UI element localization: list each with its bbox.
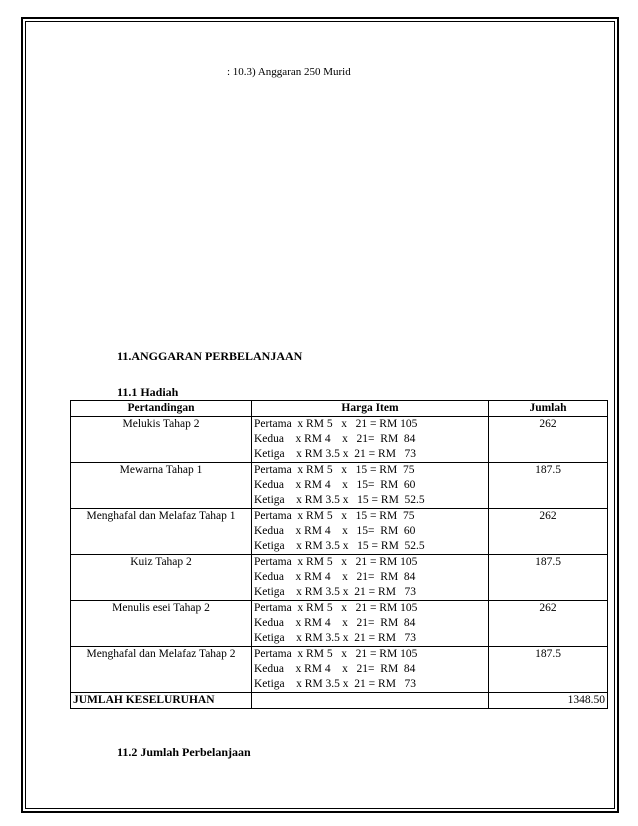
price-breakdown — [252, 555, 489, 601]
section-title: 11.ANGGARAN PERBELANJAAN — [117, 349, 303, 363]
table-header-row — [71, 401, 608, 417]
header-item-price: Harga Item — [252, 401, 489, 417]
price-line: Pertama x RM 5 x 15 = RM 75 — [254, 464, 415, 476]
row-total: 187.5 — [489, 555, 608, 601]
table-row — [71, 647, 608, 693]
budget-table — [70, 400, 608, 709]
grand-total-empty-cell — [252, 693, 489, 709]
price-line: Pertama x RM 5 x 21 = RM 105 — [254, 648, 418, 660]
competition-name: Menghafal dan Melafaz Tahap 2 — [71, 647, 252, 693]
subsection-title-total-expenditure: 11.2 Jumlah Perbelanjaan — [117, 745, 251, 759]
price-line: Ketiga x RM 3.5 x 21 = RM 73 — [254, 448, 417, 460]
row-total: 262 — [489, 417, 608, 463]
price-line: Ketiga x RM 3.5 x 15 = RM 52.5 — [254, 540, 425, 552]
price-breakdown — [252, 601, 489, 647]
student-estimate-note: : 10.3) Anggaran 250 Murid — [227, 66, 351, 78]
price-line: Ketiga x RM 3.5 x 21 = RM 73 — [254, 678, 417, 690]
grand-total-value: 1348.50 — [489, 693, 608, 709]
row-total: 262 — [489, 601, 608, 647]
price-line: Ketiga x RM 3.5 x 15 = RM 52.5 — [254, 494, 425, 506]
price-line: Kedua x RM 4 x 21= RM 84 — [254, 433, 416, 445]
competition-name: Kuiz Tahap 2 — [71, 555, 252, 601]
price-breakdown — [252, 509, 489, 555]
price-line: Kedua x RM 4 x 21= RM 84 — [254, 571, 416, 583]
table-row — [71, 417, 608, 463]
competition-name: Mewarna Tahap 1 — [71, 463, 252, 509]
competition-name: Melukis Tahap 2 — [71, 417, 252, 463]
competition-name: Menulis esei Tahap 2 — [71, 601, 252, 647]
price-line: Kedua x RM 4 x 21= RM 84 — [254, 663, 416, 675]
grand-total-label: JUMLAH KESELURUHAN — [71, 693, 252, 709]
price-line: Pertama x RM 5 x 15 = RM 75 — [254, 510, 415, 522]
price-line: Kedua x RM 4 x 21= RM 84 — [254, 617, 416, 629]
table-row — [71, 463, 608, 509]
row-total: 262 — [489, 509, 608, 555]
price-breakdown — [252, 463, 489, 509]
header-total: Jumlah — [489, 401, 608, 417]
table-row — [71, 555, 608, 601]
price-line: Kedua x RM 4 x 15= RM 60 — [254, 525, 416, 537]
price-line: Ketiga x RM 3.5 x 21 = RM 73 — [254, 632, 417, 644]
table-row — [71, 509, 608, 555]
price-line: Kedua x RM 4 x 15= RM 60 — [254, 479, 416, 491]
price-line: Pertama x RM 5 x 21 = RM 105 — [254, 418, 418, 430]
price-breakdown — [252, 417, 489, 463]
price-line: Pertama x RM 5 x 21 = RM 105 — [254, 602, 418, 614]
row-total: 187.5 — [489, 647, 608, 693]
subsection-title-prizes: 11.1 Hadiah — [117, 385, 179, 399]
grand-total-row — [71, 693, 608, 709]
price-line: Pertama x RM 5 x 21 = RM 105 — [254, 556, 418, 568]
table-row — [71, 601, 608, 647]
row-total: 187.5 — [489, 463, 608, 509]
competition-name: Menghafal dan Melafaz Tahap 1 — [71, 509, 252, 555]
price-line: Ketiga x RM 3.5 x 21 = RM 73 — [254, 586, 417, 598]
header-competition: Pertandingan — [71, 401, 252, 417]
price-breakdown — [252, 647, 489, 693]
